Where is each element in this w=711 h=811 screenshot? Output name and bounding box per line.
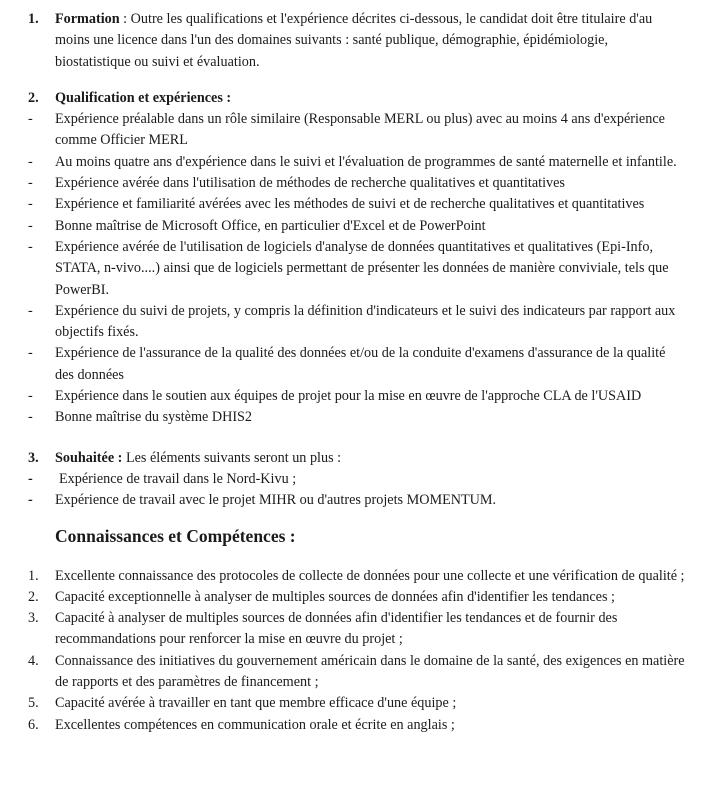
- skill-text: Excellente connaissance des protocoles de collecte de données pour une collecte et une vérification de qualité ;: [55, 567, 685, 584]
- bullet-item: [28, 407, 685, 428]
- item-lead-bold: Souhaitée :: [55, 449, 123, 466]
- skill-item: [28, 651, 685, 694]
- bullet-text: Bonne maîtrise de Microsoft Office, en particulier d'Excel et de PowerPoint: [55, 217, 486, 234]
- bullet-text: Expérience du suivi de projets, y compris la définition d'indicateurs et le suivi des indicateurs par rapport aux objectifs fixés.: [55, 302, 676, 341]
- bullet-item: [28, 216, 685, 237]
- bullet-text: Expérience dans le soutien aux équipes de projet pour la mise en œuvre de l'approche CLA de l'USAID: [55, 388, 642, 405]
- item-body-text: : Outre les qualifications et l'expérience décrites ci-dessous, le candidat doit être titulaire d'au moins une licence dans l'un des domaines suivants : santé publique, démographie, épidémiologie, biostatistique ou suivi et évaluation.: [55, 11, 653, 70]
- bullet-text: Expérience de travail dans le Nord-Kivu ;: [59, 470, 297, 487]
- skill-item: [28, 608, 685, 651]
- bullet-item: [28, 173, 685, 194]
- item-number: 2.: [28, 588, 39, 605]
- item-lead-bold: Qualification et expériences :: [55, 89, 232, 106]
- item-lead-bold: Formation: [55, 11, 120, 27]
- bullet-dash: -: [28, 238, 33, 255]
- item-number: 3.: [28, 610, 39, 627]
- list-item-qualification-heading: [28, 88, 685, 109]
- item-number: 2.: [28, 89, 39, 106]
- skill-text: Excellentes compétences en communication orale et écrite en anglais ;: [55, 716, 455, 733]
- bullet-item: [28, 386, 685, 407]
- bullet-text: Expérience de travail avec le projet MIHR ou d'autres projets MOMENTUM.: [55, 492, 497, 509]
- bullet-item: [28, 469, 685, 490]
- bullet-item: [28, 194, 685, 215]
- bullet-item: [28, 301, 685, 344]
- list-item-formation: [28, 9, 685, 73]
- bullet-dash: -: [28, 302, 33, 319]
- item-text: [55, 448, 685, 469]
- skill-item: [28, 566, 685, 587]
- skill-item: [28, 587, 685, 608]
- bullet-item: [28, 343, 685, 386]
- bullet-item: [28, 109, 685, 152]
- bullet-dash: -: [28, 111, 33, 128]
- skill-text: Connaissance des initiatives du gouvernement américain dans le domaine de la santé, des exigences en matière de rapports et des paramètres de financement ;: [55, 652, 685, 691]
- item-number: 5.: [28, 695, 39, 712]
- bullet-text: Expérience et familiarité avérées avec les méthodes de suivi et de recherche qualitatives et quantitatives: [55, 196, 645, 213]
- bullet-dash: -: [28, 345, 33, 362]
- bullet-item: [28, 237, 685, 301]
- bullet-dash: -: [28, 175, 33, 192]
- bullet-text: Expérience préalable dans un rôle similaire (Responsable MERL ou plus) avec au moins 4 ans d'expérience comme Officier MERL: [55, 111, 665, 149]
- bullet-dash: -: [28, 217, 33, 234]
- bullet-dash: -: [28, 470, 33, 487]
- list-item-souhaitee: [28, 448, 685, 469]
- bullet-text: Bonne maîtrise du système DHIS2: [55, 409, 253, 426]
- bullet-text: Expérience de l'assurance de la qualité des données et/ou de la conduite d'examens d'assurance de la qualité des données: [55, 345, 666, 383]
- bullet-item: [28, 152, 685, 173]
- skill-text: Capacité à analyser de multiples sources de données afin d'identifier les tendances et de fournir des recommandations pour renforcer la mise en œuvre du projet ;: [55, 610, 618, 648]
- skill-item: [28, 715, 685, 736]
- skill-text: Capacité avérée à travailler en tant que membre efficace d'une équipe ;: [55, 695, 457, 712]
- item-number: 4.: [28, 652, 39, 669]
- bullet-text: Expérience avérée de l'utilisation de logiciels d'analyse de données quantitatives et qualitatives (Epi-Info, STATA, n-vivo....) ainsi que de logiciels permettant de présenter les données de manière conviviale, tels que PowerBI.: [55, 238, 669, 298]
- bullet-dash: -: [28, 388, 33, 405]
- bullet-dash: -: [28, 153, 33, 170]
- bullet-dash: -: [28, 196, 33, 213]
- item-text: [55, 9, 685, 73]
- skill-text: Capacité exceptionnelle à analyser de multiples sources de données afin d'identifier les tendances ;: [55, 588, 615, 605]
- item-number: 1.: [28, 11, 39, 27]
- skill-item: [28, 693, 685, 714]
- item-body-text: Les éléments suivants seront un plus :: [122, 449, 342, 466]
- item-number: 6.: [28, 716, 39, 733]
- bullet-text: Expérience avérée dans l'utilisation de méthodes de recherche qualitatives et quantitatives: [55, 175, 565, 192]
- section-heading-connaissances: Connaissances et Compétences :: [55, 525, 296, 546]
- item-number: 1.: [28, 567, 39, 584]
- bullet-dash: -: [28, 409, 33, 426]
- bullet-dash: -: [28, 492, 33, 509]
- bullet-text: Au moins quatre ans d'expérience dans le suivi et l'évaluation de programmes de santé maternelle et infantile.: [55, 153, 677, 170]
- bullet-item: [28, 490, 685, 511]
- item-number: 3.: [28, 449, 39, 466]
